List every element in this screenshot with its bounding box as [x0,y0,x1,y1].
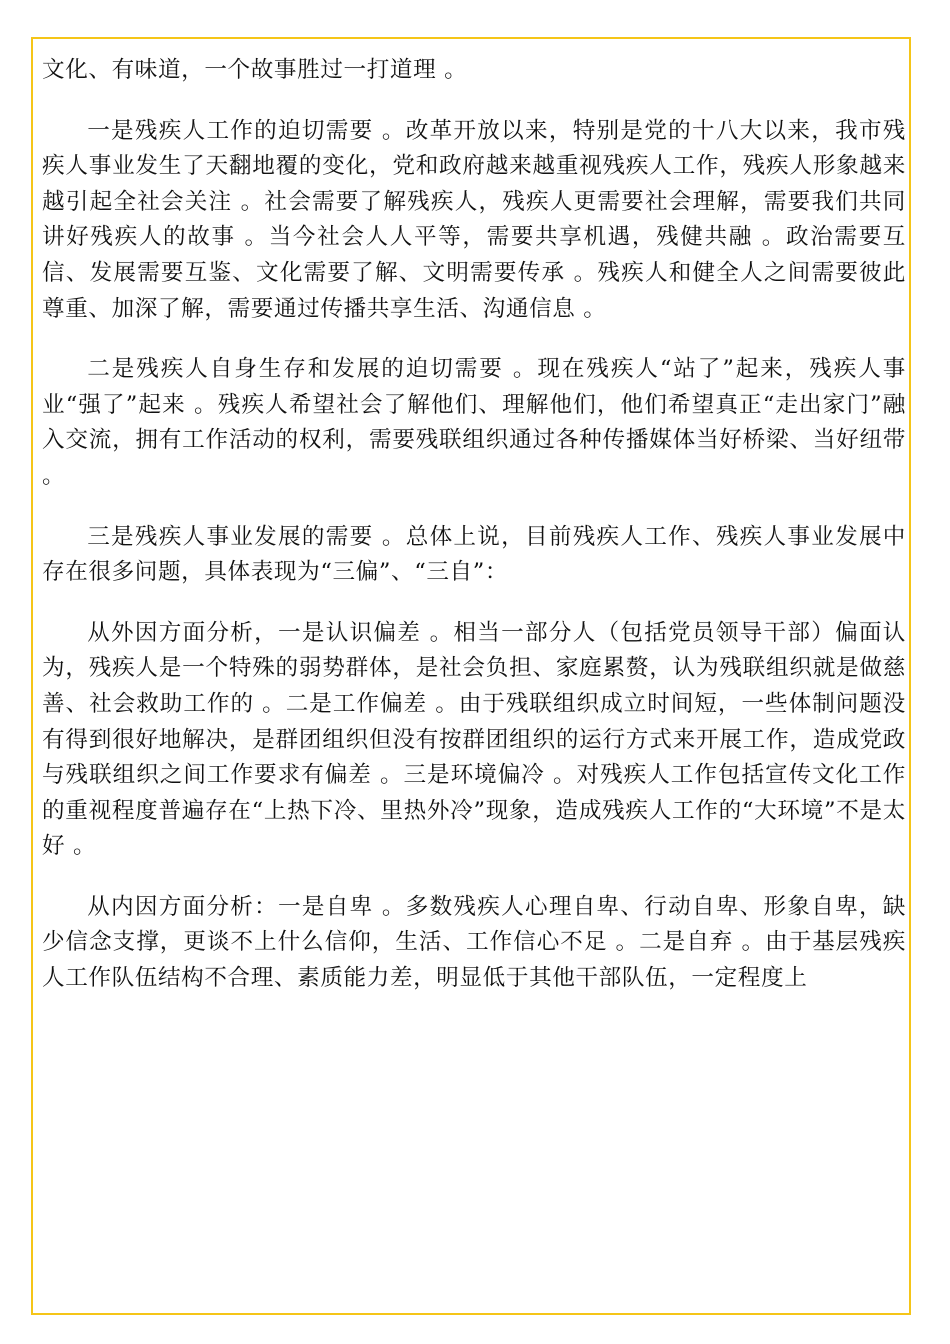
document-body [42,53,906,1022]
paragraph-internal-causes: 从内因方面分析：一是自卑 。多数残疾人心理自卑、行动自卑、形象自卑，缺少信念支撑，更谈不上什么信仰，生活、工作信心不足 。二是自弃 。由于基层残疾人工作队伍结构不合理、素质能力差，明显低于其他干部队伍，一定程度上 [42,893,906,992]
page-border-frame [31,37,911,1315]
paragraph-point-three: 三是残疾人事业发展的需要 。总体上说，目前残疾人工作、残疾人事业发展中存在很多问题，具体表现为“三偏”、“三自”： [42,523,906,586]
paragraph-continuation: 文化、有味道，一个故事胜过一打道理 。 [42,57,468,83]
paragraph-point-one: 一是残疾人工作的迫切需要 。改革开放以来，特别是党的十八大以来，我市残疾人事业发生了天翻地覆的变化，党和政府越来越重视残疾人工作，残疾人形象越来越引起全社会关注 。社会需要了解残疾人，残疾人更需要社会理解，需要我们共同讲好残疾人的故事 。当今社会人人平等，需要共享机遇，残健共融 。政治需要互信、发展需要互鉴、文化需要了解、文明需要传承 。残疾人和健全人之间需要彼此尊重、加深了解，需要通过传播共享生活、沟通信息 。 [42,117,906,322]
paragraph-point-two: 二是残疾人自身生存和发展的迫切需要 。现在残疾人“站了”起来，残疾人事业“强了”起来 。残疾人希望社会了解他们、理解他们，他们希望真正“走出家门”融入交流，拥有工作活动的权利，需要残联组织通过各种传播媒体当好桥梁、当好纽带 。 [42,356,906,489]
paragraph-external-causes: 从外因方面分析，一是认识偏差 。相当一部分人（包括党员领导干部）偏面认为，残疾人是一个特殊的弱势群体，是社会负担、家庭累赘，认为残联组织就是做慈善、社会救助工作的 。二是工作偏差 。由于残联组织成立时间短，一些体制问题没有得到很好地解决，是群团组织但没有按群团组织的运行方式来开展工作，造成党政与残联组织之间工作要求有偏差 。三是环境偏冷 。对残疾人工作包括宣传文化工作的重视程度普遍存在“上热下冷、里热外冷”现象，造成残疾人工作的“大环境”不是太好 。 [42,619,906,860]
